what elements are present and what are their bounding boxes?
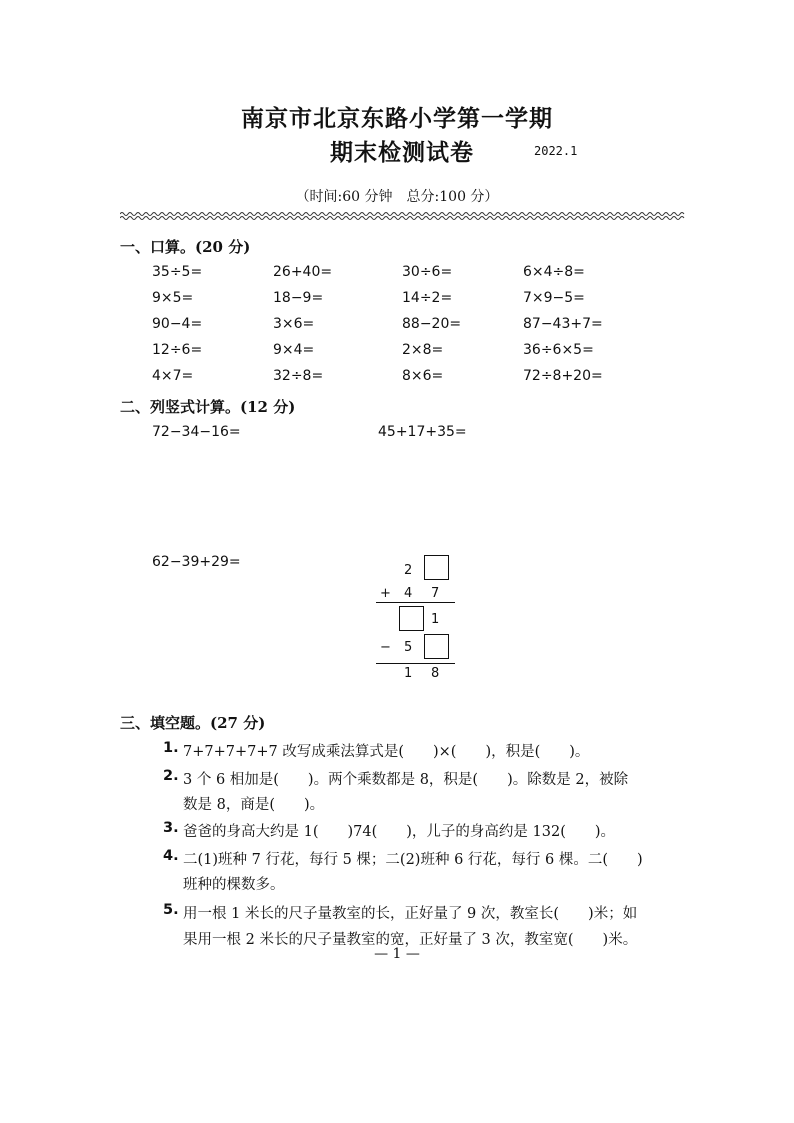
problem-r4c4: 36÷6×5= [523,342,594,358]
page-subtitle: 期末检测试卷 [330,139,474,166]
minus-sign: − [380,640,391,655]
section1-title: 一、口算。(20 分) [120,238,251,256]
puzzle-digit: 5 [404,640,413,655]
fill-question-2-cont: 数是 8，商是( )。 [183,797,325,813]
wavy-divider [120,210,685,222]
problem-r1c3: 30÷6= [402,264,453,280]
vertical-problem-3: 62−39+29= [152,554,241,570]
problem-r3c3: 88−20= [402,316,462,332]
exam-date: 2022.1 [534,144,578,158]
vertical-problem-1: 72−34−16= [152,424,241,440]
section2-title: 二、列竖式计算。(12 分) [120,398,296,416]
section3-title: 三、填空题。(27 分) [120,714,266,732]
fill-question-3: 爸爸的身高大约是 1( )74( )，儿子的身高约是 132( )。 [183,824,616,840]
problem-r5c3: 8×6= [402,368,444,384]
problem-r2c1: 9×5= [152,290,194,306]
problem-r5c1: 4×7= [152,368,194,384]
puzzle-blank-box[interactable] [424,555,449,580]
problem-r3c1: 90−4= [152,316,203,332]
question-number: 2. [163,768,179,784]
sum-line [376,602,455,603]
page-title: 南京市北京东路小学第一学期 [241,105,553,132]
question-number: 3. [163,820,179,836]
difference-line [376,663,455,664]
problem-r5c2: 32÷8= [273,368,324,384]
puzzle-digit: 8 [431,666,440,681]
puzzle-digit: 1 [404,666,413,681]
problem-r4c3: 2×8= [402,342,444,358]
fill-question-5: 用一根 1 米长的尺子量教室的长，正好量了 9 次，教室长( )米；如 [183,906,638,922]
problem-r1c4: 6×4÷8= [523,264,585,280]
problem-r2c4: 7×9−5= [523,290,585,306]
puzzle-digit: 7 [431,586,440,601]
question-number: 5. [163,902,179,918]
puzzle-blank-box[interactable] [424,634,449,659]
fill-question-5-cont: 果用一根 2 米长的尺子量教室的宽，正好量了 3 次，教室宽( )米。 [183,932,638,948]
puzzle-digit: 1 [431,612,440,627]
problem-r4c1: 12÷6= [152,342,203,358]
fill-question-1: 7+7+7+7+7 改写成乘法算式是( )×( )，积是( )。 [183,744,590,760]
puzzle-digit: 2 [404,563,413,578]
problem-r1c2: 26+40= [273,264,333,280]
puzzle-blank-box[interactable] [399,606,424,631]
problem-r3c4: 87−43+7= [523,316,603,332]
plus-sign: + [380,586,391,601]
fill-question-4: 二(1)班种 7 行花，每行 5 棵；二(2)班种 6 行花，每行 6 棵。二( ) [183,852,643,868]
exam-info: （时间:60 分钟 总分:100 分） [295,189,499,205]
vertical-problem-2: 45+17+35= [378,424,467,440]
fill-question-2: 3 个 6 相加是( )。两个乘数都是 8，积是( )。除数是 2，被除 [183,772,629,788]
problem-r4c2: 9×4= [273,342,315,358]
problem-r3c2: 3×6= [273,316,315,332]
question-number: 4. [163,848,179,864]
puzzle-digit: 4 [404,586,413,601]
page-number: — 1 — [374,946,420,962]
problem-r1c1: 35÷5= [152,264,203,280]
fill-question-4-cont: 班种的棵数多。 [183,877,285,893]
problem-r2c3: 14÷2= [402,290,453,306]
problem-r2c2: 18−9= [273,290,324,306]
problem-r5c4: 72÷8+20= [523,368,603,384]
question-number: 1. [163,740,179,756]
